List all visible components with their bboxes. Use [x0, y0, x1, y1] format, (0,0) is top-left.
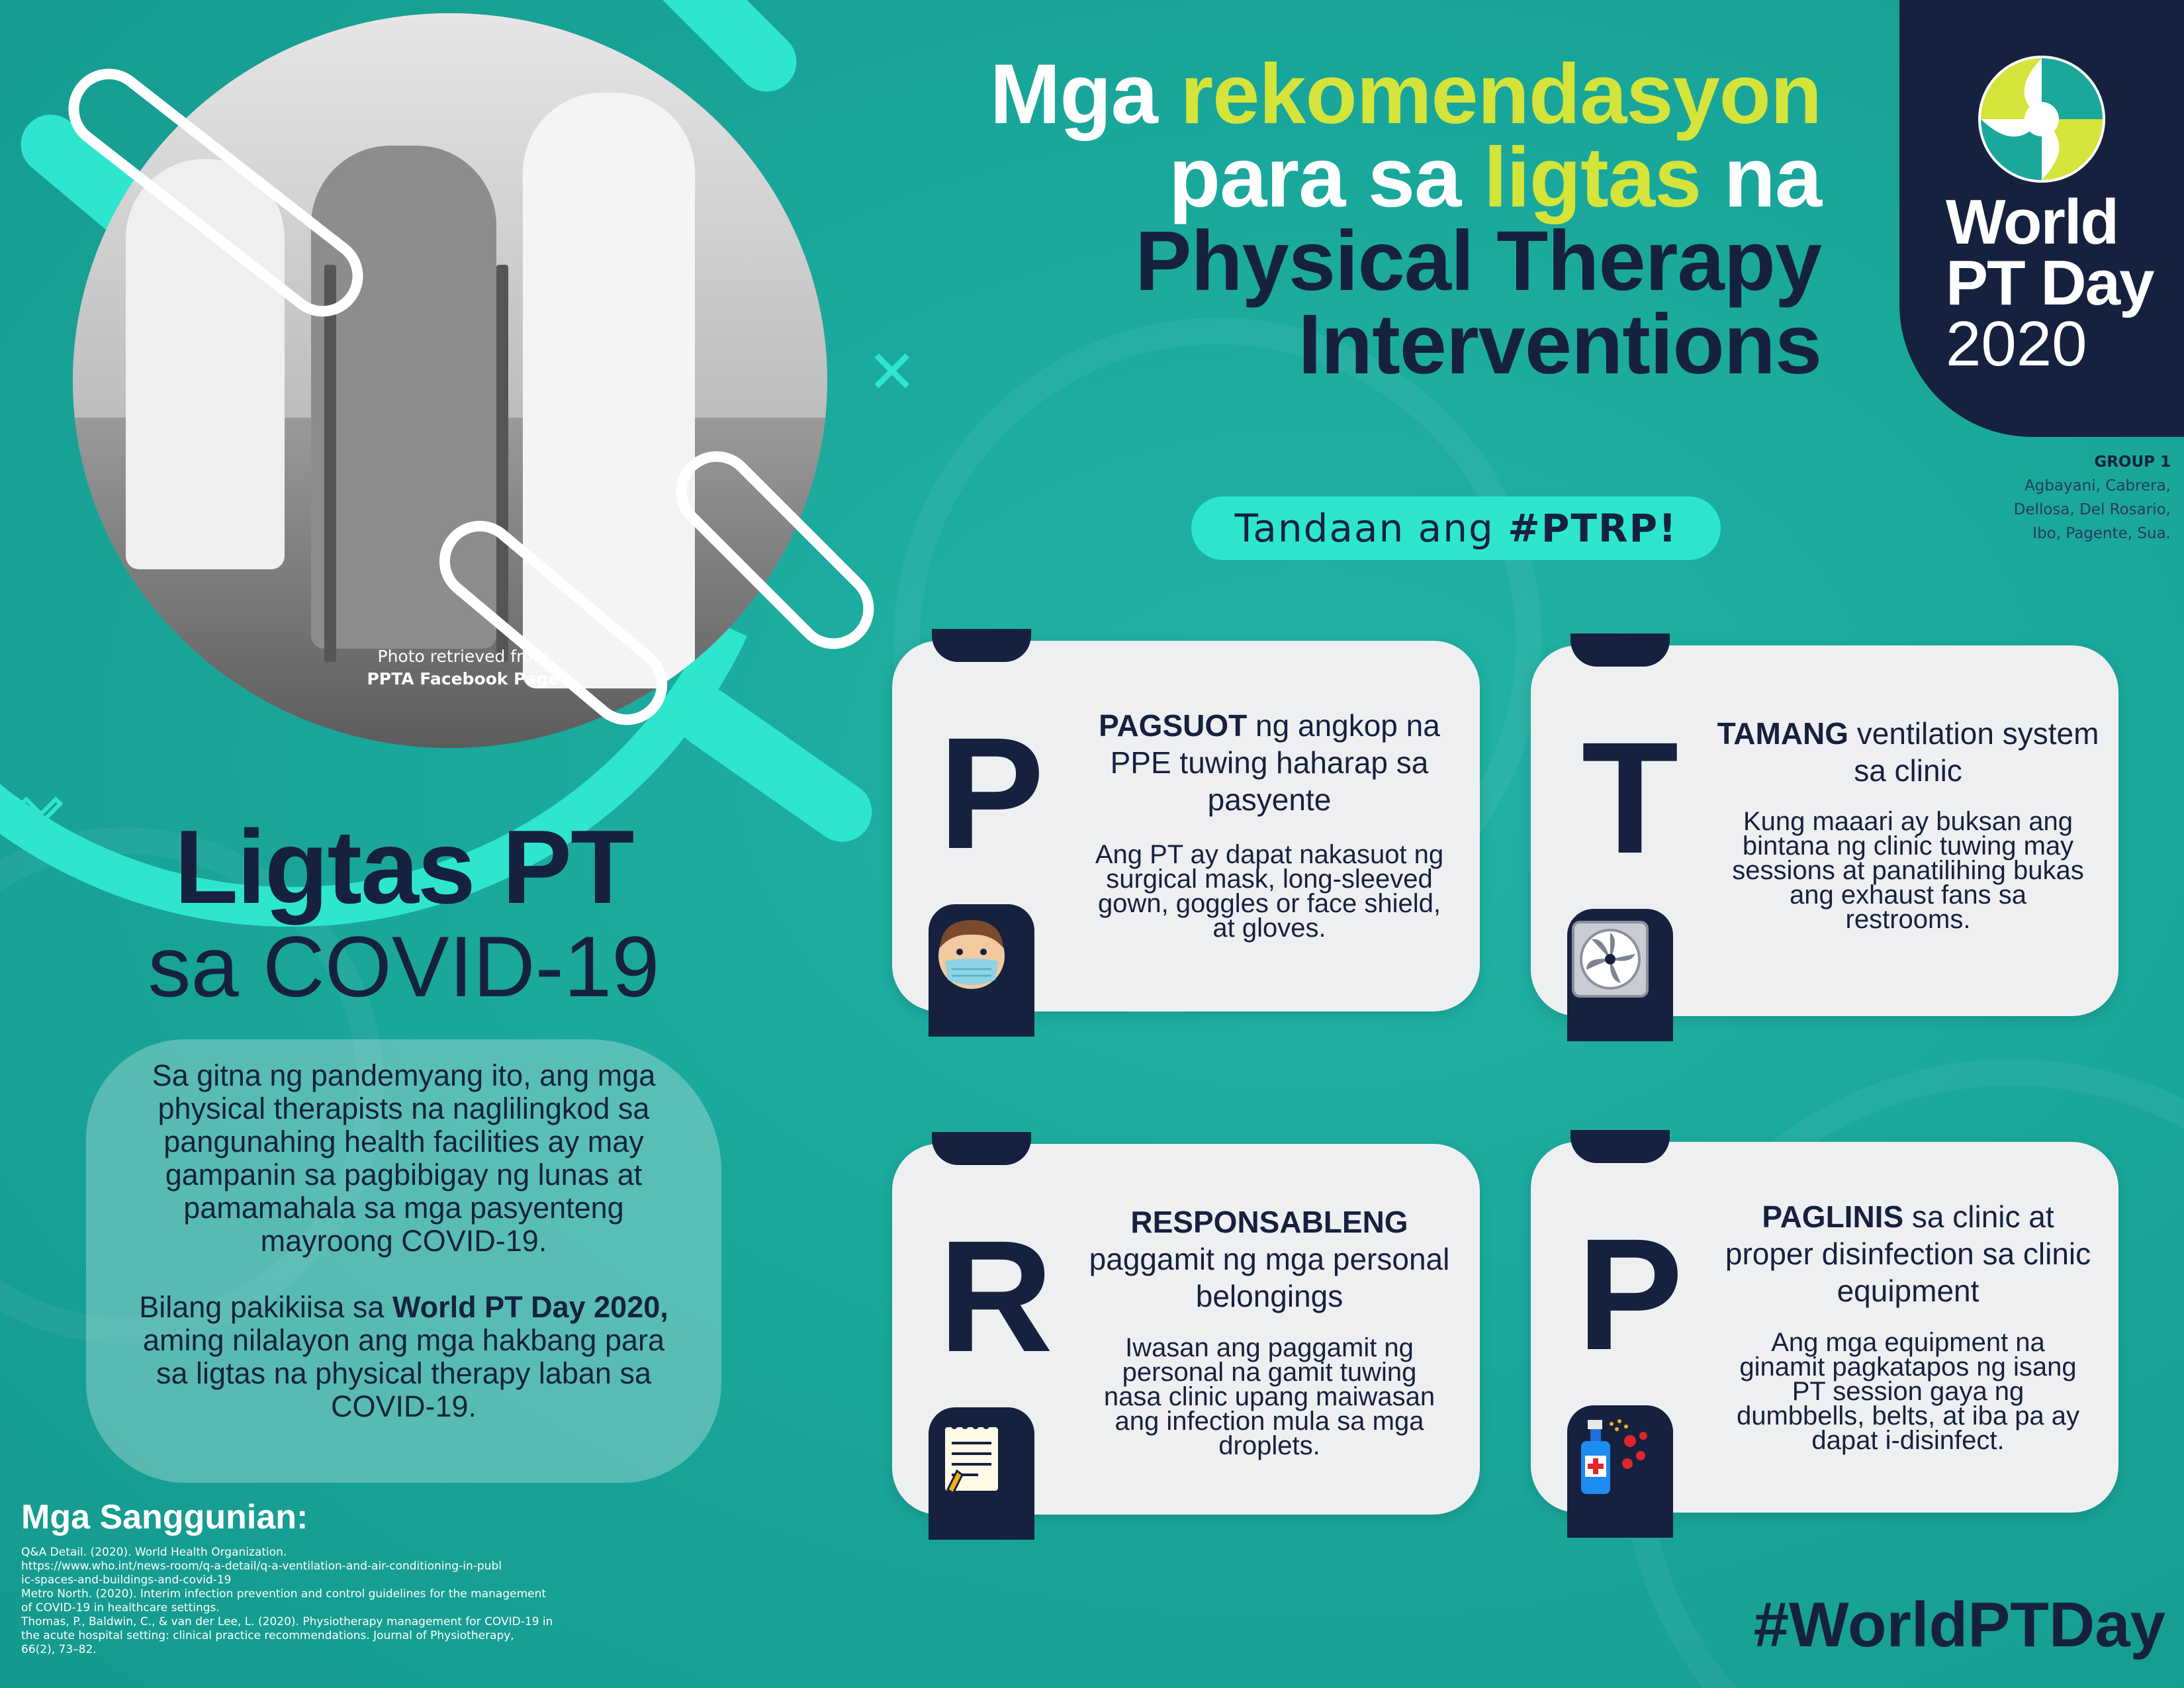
intro-paragraph-2: Bilang pakikiisa sa World PT Day 2020, aming nilalayon ang mga hakbang para sa ligtas na physical therapy laban sa COVID-19.	[139, 1290, 668, 1423]
card-title: PAGLINIS sa clinic at proper disinfection sa clinic equipment	[1725, 1199, 2091, 1308]
world-pt-day-logo-icon	[1976, 53, 2108, 185]
reference-line: Thomas, P., Baldwin, C., & van der Lee, L. (2020). Physiotherapy management for COVID-19 in	[21, 1615, 553, 1628]
card-tamang	[1531, 645, 2118, 1016]
photo-credit-line1: Photo retrieved from	[377, 647, 549, 666]
photo-crutch	[324, 265, 336, 662]
group-credits	[2014, 450, 2171, 545]
card-tab	[932, 629, 1031, 662]
left-title: Ligtas PT	[174, 809, 633, 925]
tagline-pill	[1191, 496, 1721, 560]
logo-year: 2020	[1946, 308, 2087, 379]
tagline-hashtag: #PTRP!	[1508, 506, 1678, 551]
references-list	[21, 1546, 676, 1657]
reference-line: 66(2), 73–82.	[21, 1643, 97, 1656]
group-members-1: Agbayani, Cabrera,	[2024, 477, 2171, 494]
headline-line1: Mga rekomendasyon	[989, 47, 1821, 142]
card-letter: T	[1581, 709, 1679, 886]
reference-line: Metro North. (2020). Interim infection prevention and control guidelines for the management	[21, 1587, 547, 1601]
reference-line: the acute hospital setting: clinical practice recommendations. Journal of Physiotherapy,	[21, 1629, 514, 1642]
left-subtitle: sa COVID-19	[148, 918, 660, 1015]
notepad-icon	[925, 1411, 1018, 1504]
world-pt-day-hashtag: #WorldPTDay	[1753, 1589, 2165, 1660]
card-body: Ang mga equipment na ginamit pagkatapos ng isang PT session gaya ng dumbbells, belts, at iba pa ay dapat i-disinfect.	[1736, 1328, 2080, 1455]
card-letter: R	[938, 1207, 1054, 1385]
card-body: Ang PT ay dapat nakasuot ng surgical mask, long-sleeved gown, goggles or face shield, at gloves.	[1095, 840, 1444, 943]
intro-text	[126, 1059, 682, 1423]
reference-line: Q&A Detail. (2020). World Health Organization.	[21, 1546, 287, 1559]
photo-credit-line2: PPTA Facebook Page	[367, 669, 560, 688]
world-pt-day-logo-panel	[1899, 0, 2184, 437]
group-members-2: Dellosa, Del Rosario,	[2013, 501, 2171, 518]
masked-person-icon	[925, 908, 1018, 1001]
group-label: GROUP 1	[2094, 453, 2171, 471]
card-paglinis	[1531, 1142, 2118, 1513]
cross-star-icon: ✕	[867, 338, 917, 407]
card-tab	[932, 1132, 1031, 1165]
reference-line: of COVID-19 in healthcare settings.	[21, 1601, 220, 1615]
tagline-prefix: Tandaan ang	[1234, 506, 1508, 551]
exhaust-fan-icon	[1564, 913, 1657, 1006]
cross-star-outline-icon: ✕	[13, 781, 69, 859]
card-letter: P	[938, 704, 1045, 882]
disinfectant-spray-icon	[1564, 1409, 1657, 1502]
card-tab	[1570, 633, 1670, 667]
headline	[989, 47, 1821, 392]
logo-line2: PT Day	[1946, 248, 2154, 318]
references-title: Mga Sanggunian:	[21, 1498, 308, 1536]
intro-paragraph-1: Sa gitna ng pandemyang ito, ang mga physical therapists na naglilingkod sa pangunahing health facilities ay may gampanin sa pagbibigay ng lunas at pamamahala sa mga pasyenteng mayroong COVID-19.	[152, 1058, 656, 1258]
card-title: RESPONSABLENG paggamit ng mga personal belongings	[1089, 1205, 1450, 1313]
card-tab	[1570, 1130, 1670, 1163]
card-body: Kung maaari ay buksan ang bintana ng clinic tuwing may sessions at panatilihing bukas ang exhaust fans sa restrooms.	[1732, 807, 2084, 934]
reference-line: https://www.who.int/news-room/q-a-detail/q-a-ventilation-and-air-conditioning-in-publ	[21, 1560, 502, 1573]
left-title-block	[73, 809, 735, 1015]
logo-text	[1946, 187, 2154, 318]
card-title: PAGSUOT ng angkop na PPE tuwing haharap sa pasyente	[1099, 708, 1440, 817]
card-title: TAMANG ventilation system sa clinic	[1717, 716, 2099, 788]
card-pagsuot	[892, 641, 1480, 1011]
card-body: Iwasan ang paggamit ng personal na gamit tuwing nasa clinic upang maiwasan ang infection mula sa mga droplets.	[1103, 1333, 1435, 1460]
reference-line: ic-spaces-and-buildings-and-covid-19	[21, 1573, 232, 1587]
headline-line4: Interventions	[1298, 297, 1821, 392]
card-letter: P	[1577, 1205, 1684, 1383]
group-members-3: Ibo, Pagente, Sua.	[2032, 525, 2171, 542]
card-responsableng	[892, 1144, 1480, 1515]
logo-line1: World	[1946, 187, 2118, 258]
headline-line3: Physical Therapy	[1135, 214, 1821, 308]
headline-line2: para sa ligtas na	[1168, 130, 1821, 225]
photo-credit	[344, 645, 582, 690]
